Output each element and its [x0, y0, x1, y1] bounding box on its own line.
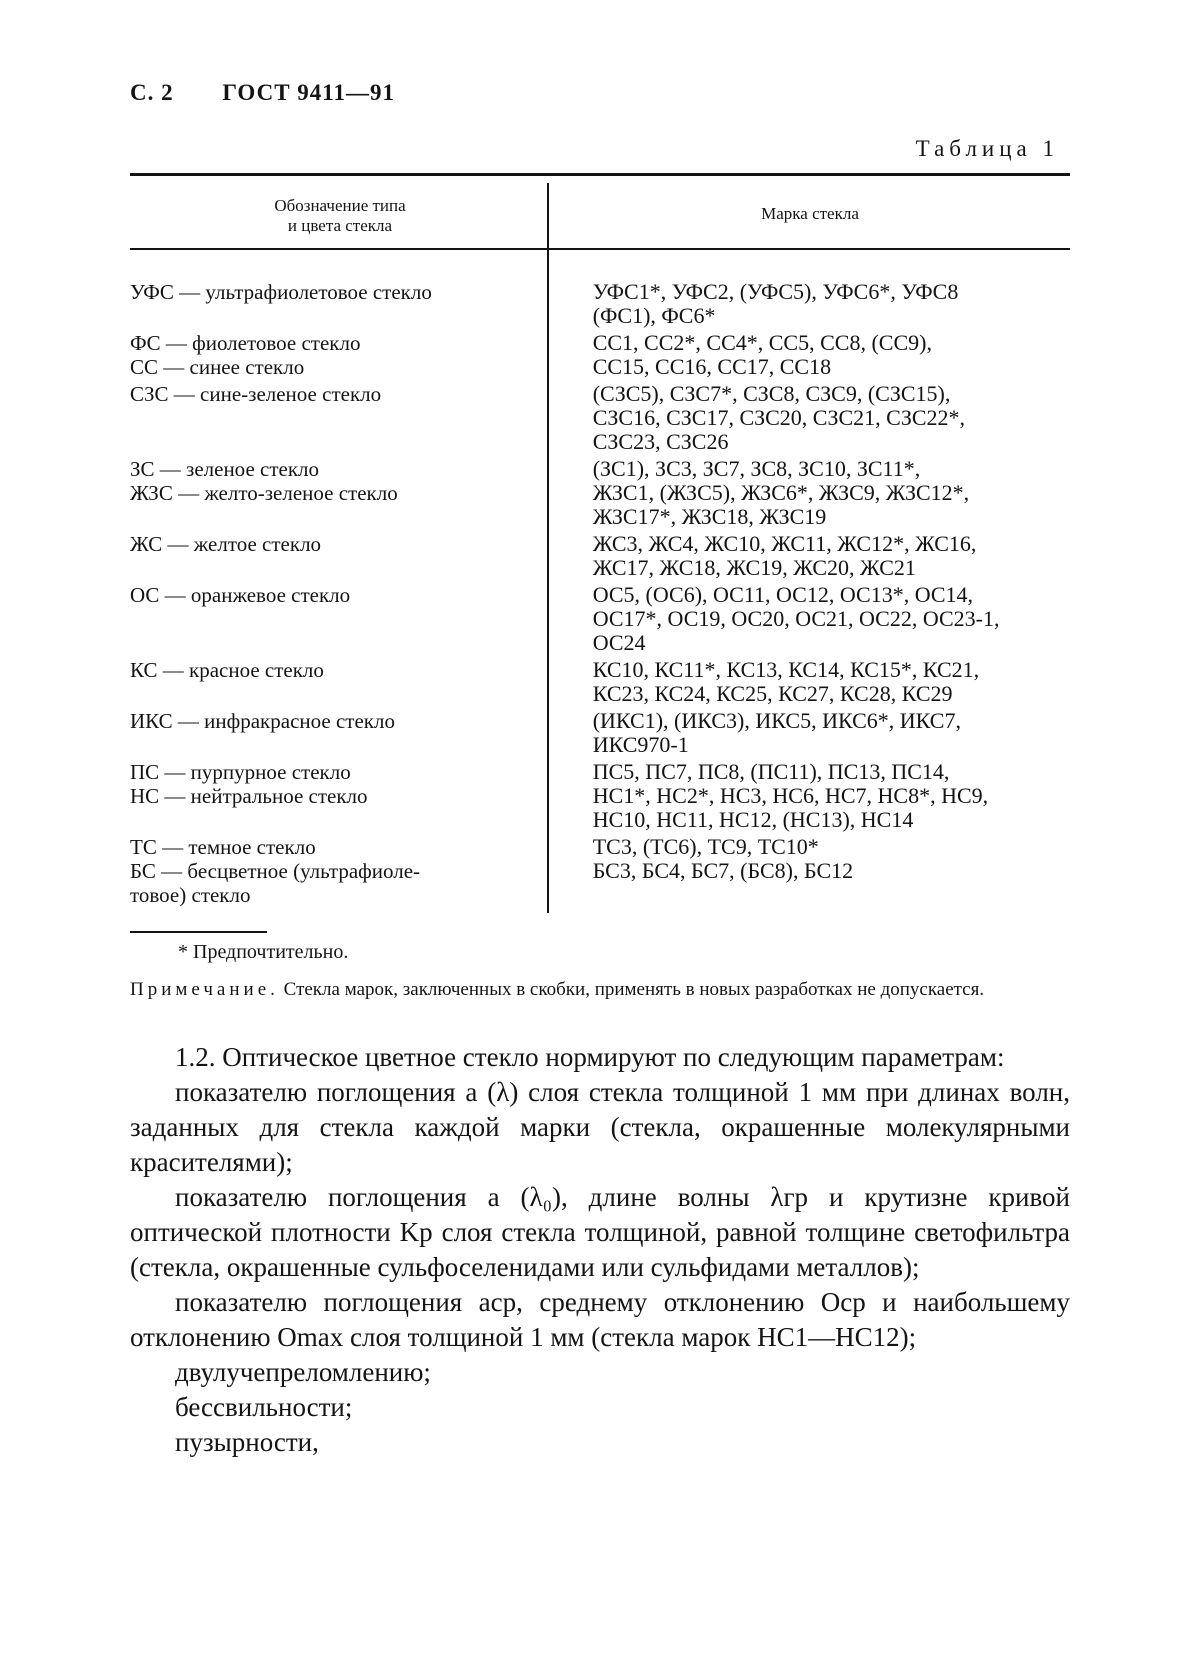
glass-mark-cell: [593, 382, 1070, 454]
glass-type-line: УФС — ультрафиолетовое стекло: [130, 280, 432, 304]
glass-mark-line: СЗС16, СЗС17, СЗС20, СЗС21, СЗС22*,: [592, 405, 966, 430]
glass-type-line: ЖС — желтое стекло: [130, 532, 322, 556]
paragraph-1-2: 1.2. Оптическое цветное стекло нормируют по следующим параметрам:: [175, 1042, 1005, 1072]
glass-mark-line: БС3, БС4, БС7, (БС8), БС12: [592, 858, 854, 883]
footnote-rule: [130, 931, 267, 933]
glass-mark-line: ЖС3, ЖС4, ЖС10, ЖС11, ЖС12*, ЖС16,: [592, 531, 977, 556]
glass-mark-line: СЗС23, СЗС26: [592, 429, 729, 454]
paragraph-absorption-a: показателю поглощения a (λ) слоя стекла толщиной 1 мм при длинах волн, заданных для стекла каждой марки (стекла, окрашенные молекулярными красителями);: [130, 1077, 1070, 1177]
glass-mark-line: ОС17*, ОС19, ОС20, ОС21, ОС22, ОС23-1,: [592, 606, 1000, 631]
glass-type-cell: [130, 280, 538, 328]
glass-type-line: товое) стекло: [130, 883, 251, 907]
glass-type-cell: [130, 709, 538, 757]
remark-text: Стекла марок, заключенных в скобки, применять в новых разработках не допускается.: [283, 979, 985, 1000]
glass-type-cell: [130, 658, 538, 706]
remark-label: Примечание.: [130, 979, 279, 1000]
paragraph-bubbles: пузырности,: [175, 1427, 319, 1457]
glass-mark-cell: [593, 709, 1070, 757]
footnote: * Предпочтительно.: [178, 941, 349, 963]
table-row: [130, 382, 1070, 454]
body-text: [130, 1040, 1070, 1460]
glass-mark-line: ТС3, (ТС6), ТС9, ТС10*: [592, 834, 819, 859]
glass-type-cell: [130, 331, 538, 379]
table-body: [130, 280, 1070, 910]
glass-type-line: ФС — фиолетовое стекло: [130, 331, 361, 355]
glass-type-cell: [130, 835, 538, 907]
paragraph-absorption-a0: показателю поглощения a (λ₀), длине волны λгр и крутизне кривой оптической плотности Kр слоя стекла толщиной, равной толщине светофильтра (стекла, окрашенные сульфоселенидами или сульфидами металлов);: [130, 1182, 1070, 1282]
glass-type-cell: [130, 760, 538, 832]
glass-mark-line: ЖЗС1, (ЖЗС5), ЖЗС6*, ЖЗС9, ЖЗС12*,: [592, 480, 970, 505]
glass-type-line: КС — красное стекло: [130, 658, 324, 682]
table-row: [130, 280, 1070, 328]
glass-mark-line: НС10, НС11, НС12, (НС13), НС14: [592, 807, 914, 832]
glass-type-line: БС — бесцветное (ультрафиоле-: [130, 859, 421, 883]
glass-type-line: СС — синее стекло: [130, 355, 305, 379]
table-top-rule: [130, 173, 1070, 176]
glass-mark-line: КС10, КС11*, КС13, КС14, КС15*, КС21,: [592, 657, 980, 682]
table-remark: [130, 977, 1070, 1003]
glass-mark-line: ЖЗС17*, ЖЗС18, ЖЗС19: [592, 504, 827, 529]
glass-mark-line: НС1*, НС2*, НС3, НС6, НС7, НС8*, НС9,: [592, 783, 989, 808]
glass-mark-cell: [593, 532, 1070, 580]
column-header-type-line: Обозначение типа: [274, 196, 406, 215]
paragraph-striae: бессвильности;: [175, 1392, 353, 1422]
glass-type-cell: [130, 382, 538, 454]
column-header-mark: Марка стекла: [761, 204, 859, 223]
glass-mark-line: СС15, СС16, СС17, СС18: [592, 354, 832, 379]
glass-mark-line: ИКС970-1: [592, 732, 689, 757]
glass-type-cell: [130, 457, 538, 529]
table-row: [130, 583, 1070, 655]
glass-mark-cell: [593, 835, 1070, 907]
paragraph-absorption-acp: показателю поглощения aср, среднему отклонению Oср и наибольшему отклонению Omax слоя толщиной 1 мм (стекла марок НС1—НС12);: [130, 1287, 1070, 1352]
glass-mark-line: СС1, СС2*, СС4*, СС5, СС8, (СС9),: [592, 330, 932, 355]
glass-mark-cell: [593, 583, 1070, 655]
glass-mark-line: ПС5, ПС7, ПС8, (ПС11), ПС13, ПС14,: [592, 759, 950, 784]
glass-mark-cell: [593, 331, 1070, 379]
glass-type-cell: [130, 583, 538, 655]
table-label: Таблица 1: [915, 136, 1059, 161]
glass-mark-cell: [593, 457, 1070, 529]
glass-type-line: ТС — темное стекло: [130, 835, 316, 859]
table-row: [130, 835, 1070, 907]
glass-mark-cell: [593, 760, 1070, 832]
table-row: [130, 532, 1070, 580]
glass-mark-line: КС23, КС24, КС25, КС27, КС28, КС29: [592, 681, 953, 706]
glass-mark-cell: [593, 658, 1070, 706]
glass-type-line: ОС — оранжевое стекло: [130, 583, 351, 607]
glass-type-line: ЗС — зеленое стекло: [130, 457, 320, 481]
glass-mark-line: ОС5, (ОС6), ОС11, ОС12, ОС13*, ОС14,: [592, 582, 974, 607]
glass-type-line: ПС — пурпурное стекло: [130, 760, 351, 784]
glass-mark-line: УФС1*, УФС2, (УФС5), УФС6*, УФС8: [592, 279, 959, 304]
glass-mark-line: ОС24: [592, 630, 646, 655]
column-header-type-line: и цвета стекла: [287, 216, 393, 235]
table-row: [130, 457, 1070, 529]
table-header-rule: [130, 248, 1070, 250]
table-row: [130, 760, 1070, 832]
page-header: [130, 80, 395, 106]
glass-mark-line: ЖС17, ЖС18, ЖС19, ЖС20, ЖС21: [592, 555, 916, 580]
glass-mark-line: (ФС1), ФС6*: [592, 303, 716, 328]
glass-type-line: ЖЗС — желто-зеленое стекло: [130, 481, 398, 505]
glass-type-line: СЗС — сине-зеленое стекло: [130, 382, 382, 406]
glass-mark-line: (ИКС1), (ИКС3), ИКС5, ИКС6*, ИКС7,: [592, 708, 961, 733]
page-number: С. 2: [130, 80, 174, 105]
table-row: [130, 709, 1070, 757]
glass-mark-line: (СЗС5), СЗС7*, СЗС8, СЗС9, (СЗС15),: [592, 381, 951, 406]
paragraph-birefringence: двулучепреломлению;: [175, 1357, 431, 1387]
glass-mark-line: (ЗС1), ЗС3, ЗС7, ЗС8, ЗС10, ЗС11*,: [592, 456, 921, 481]
glass-type-line: ИКС — инфракрасное стекло: [130, 709, 395, 733]
glass-type-line: НС — нейтральное стекло: [130, 784, 368, 808]
table-row: [130, 331, 1070, 379]
glass-mark-cell: [593, 280, 1070, 328]
glass-type-cell: [130, 532, 538, 580]
table-row: [130, 658, 1070, 706]
column-header-type: [210, 196, 470, 236]
standard-title: ГОСТ 9411—91: [222, 80, 396, 105]
